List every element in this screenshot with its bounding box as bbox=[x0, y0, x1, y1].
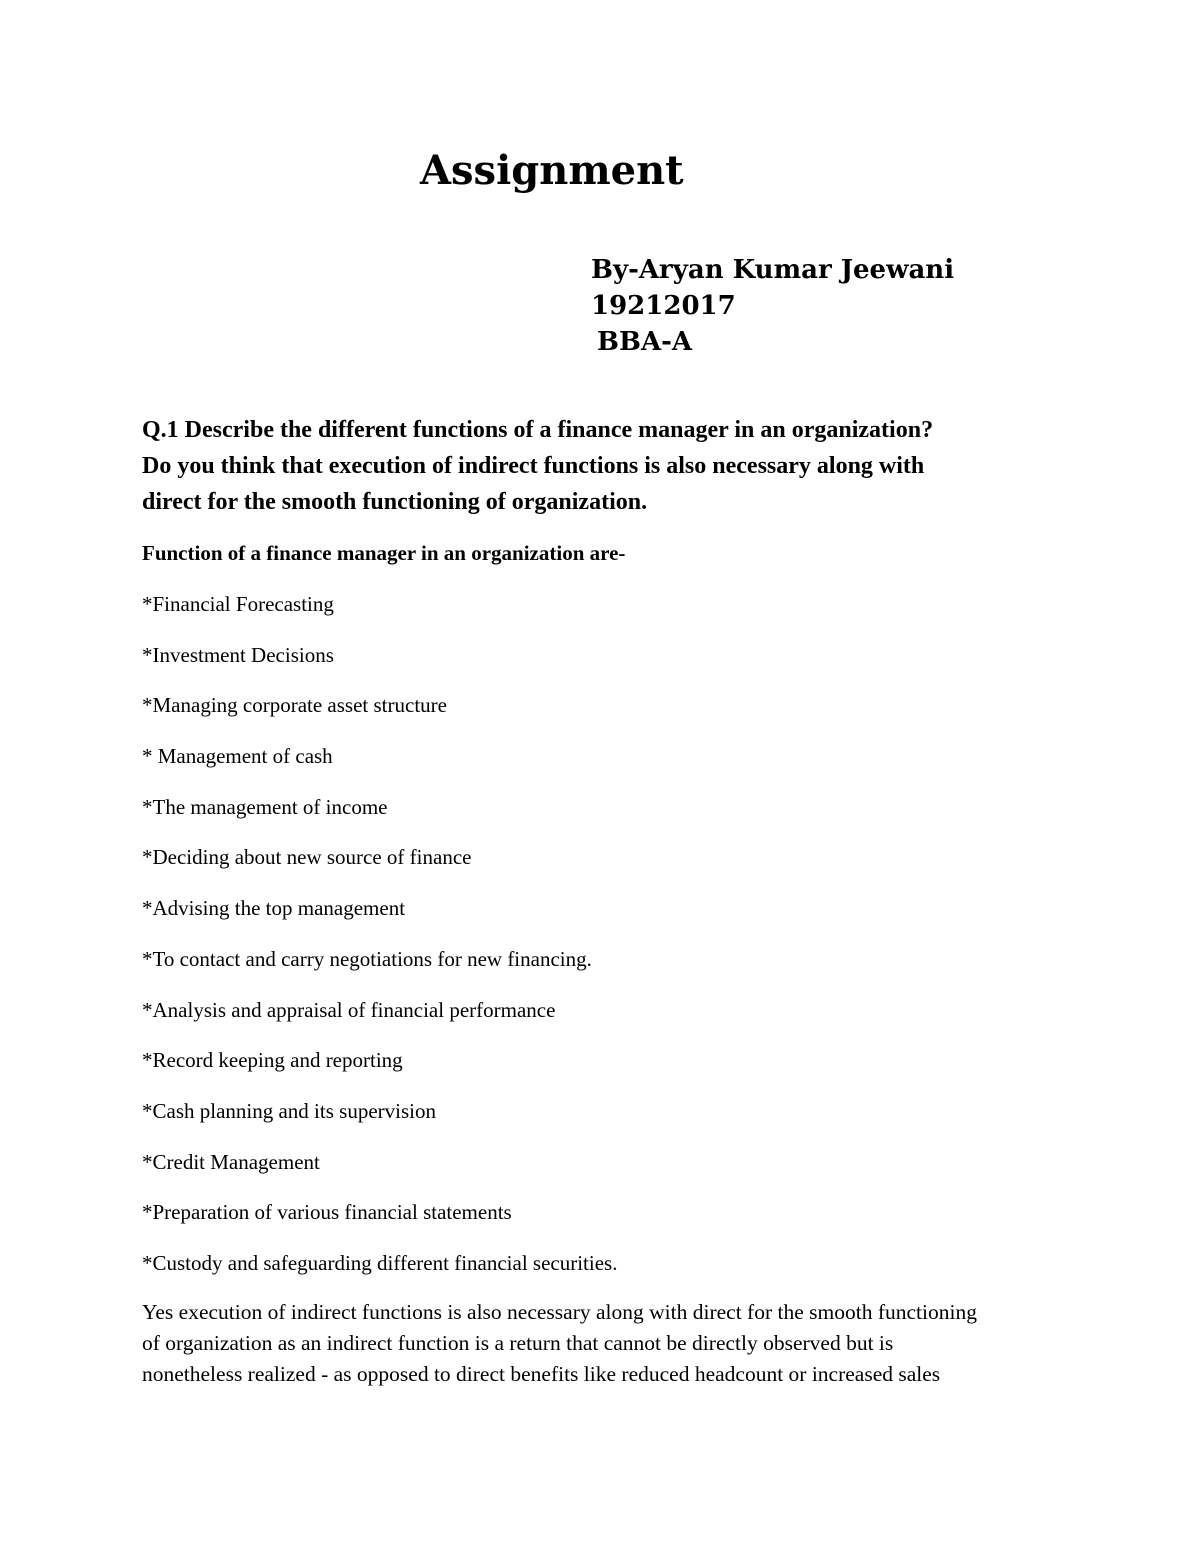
question-line: Q.1 Describe the different functions of a finance manager in an organization? bbox=[142, 417, 934, 443]
question-line: Do you think that execution of indirect functions is also necessary along with bbox=[142, 453, 925, 479]
author-block bbox=[591, 252, 954, 360]
list-item: *Financial Forecasting bbox=[142, 592, 334, 616]
question-text bbox=[142, 412, 1102, 520]
functions-list bbox=[142, 589, 617, 1299]
document-title: Assignment bbox=[420, 147, 684, 194]
list-item: *Analysis and appraisal of financial performance bbox=[142, 997, 556, 1022]
list-item: *The management of income bbox=[142, 794, 388, 819]
answer-intro: Function of a finance manager in an organization are- bbox=[142, 541, 626, 565]
question-line: direct for the smooth functioning of organization. bbox=[142, 489, 648, 515]
list-item: *Credit Management bbox=[142, 1149, 320, 1174]
conclusion-line: of organization as an indirect function is a return that cannot be directly observed but is bbox=[142, 1331, 894, 1355]
conclusion-line: nonetheless realized - as opposed to direct benefits like reduced headcount or increased sales bbox=[142, 1362, 941, 1386]
list-item: *To contact and carry negotiations for new financing. bbox=[142, 946, 592, 971]
conclusion-line: Yes execution of indirect functions is also necessary along with direct for the smooth functioning bbox=[142, 1300, 977, 1324]
list-item: *Advising the top management bbox=[142, 896, 406, 921]
list-item: *Managing corporate asset structure bbox=[142, 693, 447, 718]
list-item: *Investment Decisions bbox=[142, 642, 334, 667]
roll-number: 19212017 bbox=[591, 291, 736, 321]
list-item: *Cash planning and its supervision bbox=[142, 1098, 436, 1123]
list-item: *Custody and safeguarding different financial securities. bbox=[142, 1250, 618, 1275]
class-section: BBA-A bbox=[597, 327, 693, 357]
list-item: *Preparation of various financial statements bbox=[142, 1200, 512, 1225]
list-item: *Deciding about new source of finance bbox=[142, 845, 472, 870]
list-item: *Record keeping and reporting bbox=[142, 1048, 403, 1073]
list-item: * Management of cash bbox=[142, 744, 333, 769]
conclusion-paragraph bbox=[142, 1297, 977, 1390]
author-name: By-Aryan Kumar Jeewani bbox=[591, 255, 955, 285]
